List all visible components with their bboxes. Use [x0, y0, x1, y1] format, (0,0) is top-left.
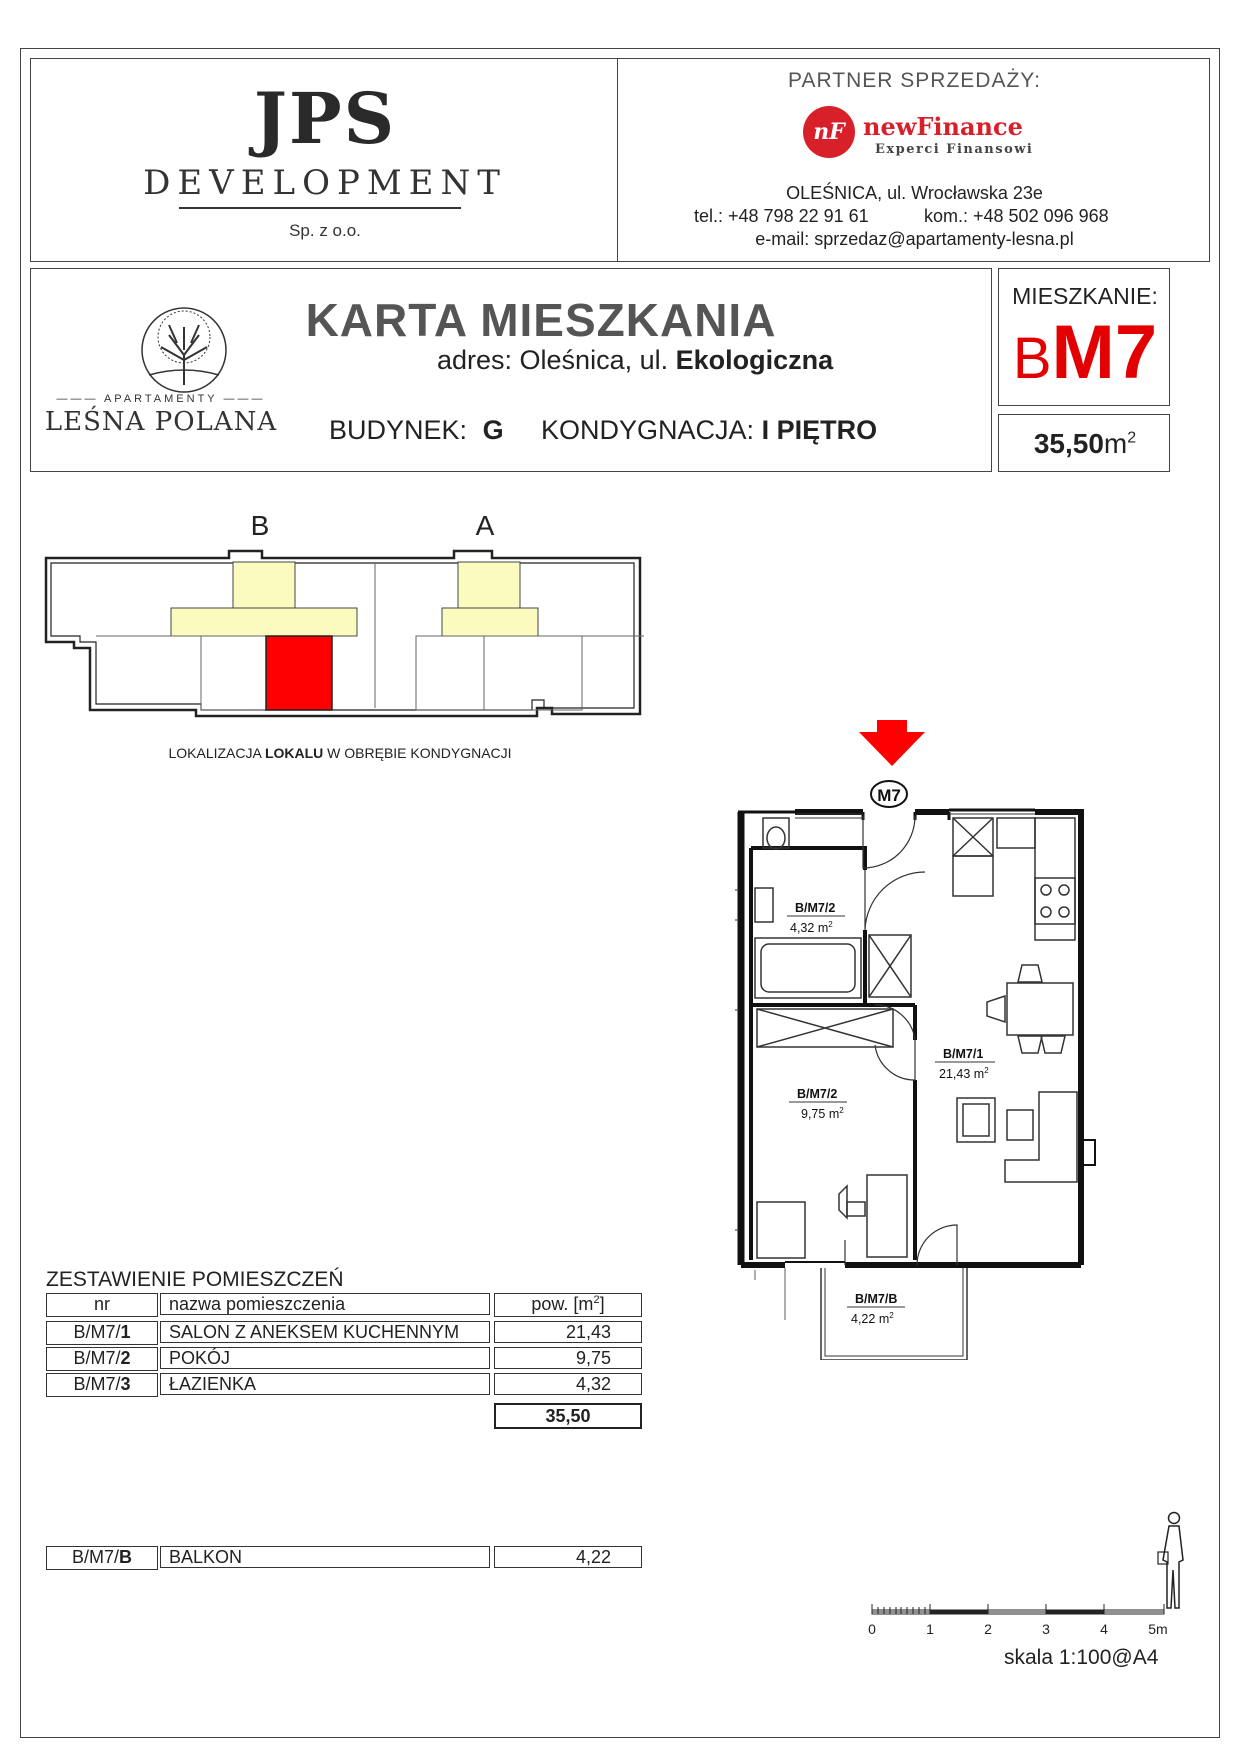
- floor-value: I PIĘTRO: [761, 415, 878, 445]
- desk-icon: [867, 1175, 907, 1257]
- entry-door-icon: [863, 816, 915, 868]
- floor-label: KONDYGNACJA:: [541, 415, 755, 445]
- developer-logo-rule: [179, 207, 461, 209]
- partner-address: OLEŚNICA, ul. Wrocławska 23e: [786, 183, 1043, 203]
- building-label: BUDYNEK:: [329, 415, 468, 445]
- col-nr: nr: [46, 1293, 158, 1317]
- col-area: pow. $[m^2]$: [494, 1293, 642, 1317]
- newfinance-logo: [803, 106, 1043, 164]
- partner-heading: PARTNER SPRZEDAŻY:: [788, 69, 1041, 92]
- human-scale-figure-icon: [1152, 1510, 1192, 1610]
- apartment-label: MIESZKANIE:: [1012, 283, 1158, 309]
- kitchen-sink-icon: [997, 818, 1035, 848]
- scale-tick-4: 4: [1100, 1621, 1108, 1637]
- coffee-table-icon: [1007, 1110, 1033, 1140]
- tree-logo-icon: [139, 305, 229, 395]
- card-address: [437, 345, 833, 376]
- toilet-icon: [763, 818, 789, 848]
- table-row-balcony: B/M7/B BALKON 4,22: [46, 1546, 642, 1570]
- stair-core-b: [233, 562, 295, 612]
- key-plan: [44, 548, 644, 718]
- stove-icon: [1035, 878, 1075, 924]
- stair-landing-a: [442, 608, 538, 636]
- estate-label-big: LEŚNA POLANA: [44, 407, 278, 437]
- developer-panel: [30, 58, 618, 262]
- kitchen-counter: [1035, 818, 1075, 940]
- schedule-title: ZESTAWIENIE POMIESZCZEŃ: [46, 1268, 344, 1291]
- partner-panel: [617, 58, 1210, 262]
- bathtub-icon: [755, 938, 861, 998]
- key-unit-a1: [416, 636, 484, 710]
- apartment-area: $35,50m^2$: [1033, 428, 1137, 459]
- stair-landing-b: [171, 608, 357, 636]
- building-line: [329, 415, 504, 446]
- developer-logo-name: JPS: [253, 77, 397, 160]
- table-row: B/M7/3 ŁAZIENKA 4,32: [46, 1373, 642, 1397]
- entrance-arrow-icon: [859, 720, 925, 766]
- room-label-b: B/M7/B: [855, 1292, 898, 1306]
- table-row: B/M7/1 SALON Z ANEKSEM KUCHENNYM 21,43: [46, 1321, 642, 1345]
- stair-core-a: [458, 562, 520, 612]
- newfinance-name: newFinance: [863, 112, 1023, 141]
- freezer-icon: [953, 856, 993, 896]
- apartment-code: BM7: [1012, 310, 1158, 395]
- dining-table-icon: [1007, 983, 1073, 1035]
- scale-tick-3: 3: [1042, 1621, 1050, 1637]
- room-area-2: 9,75 $m^2$: [801, 1106, 844, 1121]
- room-label-3: B/M7/2: [795, 901, 836, 915]
- room-area-3: 4,32 $m^2$: [790, 920, 833, 935]
- partner-mobile: kom.: +48 502 096 968: [924, 206, 1109, 226]
- key-unit-a2: [484, 636, 582, 710]
- room-label-2: B/M7/2: [797, 1087, 838, 1101]
- key-plan-caption: LOKALIZACJA LOKALU W OBRĘBIE KONDYGNACJI: [168, 745, 512, 761]
- floor-plan: [735, 720, 1115, 1360]
- schedule-total: 35,50: [494, 1403, 642, 1429]
- apartment-info-panel: [30, 268, 992, 472]
- key-plan-label-a: A: [475, 510, 495, 541]
- floor-line: [541, 415, 877, 446]
- balcony-door-icon: [845, 1225, 957, 1265]
- key-unit-m6: [201, 636, 267, 710]
- scale-tick-0: 0: [868, 1621, 876, 1637]
- table-row: B/M7/2 POKÓJ 9,75: [46, 1347, 642, 1371]
- developer-logo-subtitle: DEVELOPMENT: [143, 163, 507, 203]
- newfinance-mark: nF: [803, 106, 855, 158]
- scale-tick-1: 1: [926, 1621, 934, 1637]
- apartment-code-panel: [998, 268, 1170, 406]
- address-street: Ekologiczna: [675, 345, 834, 375]
- partner-email: e-mail: sprzedaz@apartamenty-lesna.pl: [755, 229, 1074, 249]
- scale-tick-2: 2: [984, 1621, 992, 1637]
- apartment-area-panel: [998, 414, 1170, 472]
- room-label-1: B/M7/1: [943, 1047, 984, 1061]
- key-plan-label-b: B: [250, 510, 270, 541]
- bed-icon: [757, 1202, 805, 1258]
- scale-bar: [868, 1604, 1168, 1640]
- address-prefix: adres: Oleśnica, ul.: [437, 345, 669, 375]
- room-door-icon: [875, 1005, 915, 1080]
- partner-phone: tel.: +48 798 22 91 61: [694, 206, 869, 226]
- building-value: G: [482, 415, 504, 445]
- bath-door-icon: [865, 870, 925, 930]
- card-title: KARTA MIESZKANIA: [305, 294, 777, 346]
- newfinance-tagline: Experci Finansowi: [875, 142, 1034, 157]
- sofa-icon: [1005, 1092, 1077, 1182]
- sink-icon: [755, 888, 773, 922]
- room-area-b: 4,22 $m^2$: [851, 1311, 894, 1326]
- scale-label: skala 1:100@A4: [1004, 1646, 1159, 1669]
- developer-legal: Sp. z o.o.: [289, 221, 361, 240]
- room-area-1: 21,43 $m^2$: [939, 1066, 989, 1081]
- scale-tick-5: 5m: [1148, 1621, 1168, 1637]
- unit-tag-text: M7: [877, 786, 901, 805]
- col-name: nazwa pomieszczenia: [160, 1293, 490, 1315]
- schedule-header: [46, 1293, 642, 1317]
- estate-label-small: ——— APARTAMENTY ———: [56, 393, 266, 405]
- key-unit-highlight-m7: [266, 636, 332, 710]
- balcony-outline: [821, 1268, 967, 1360]
